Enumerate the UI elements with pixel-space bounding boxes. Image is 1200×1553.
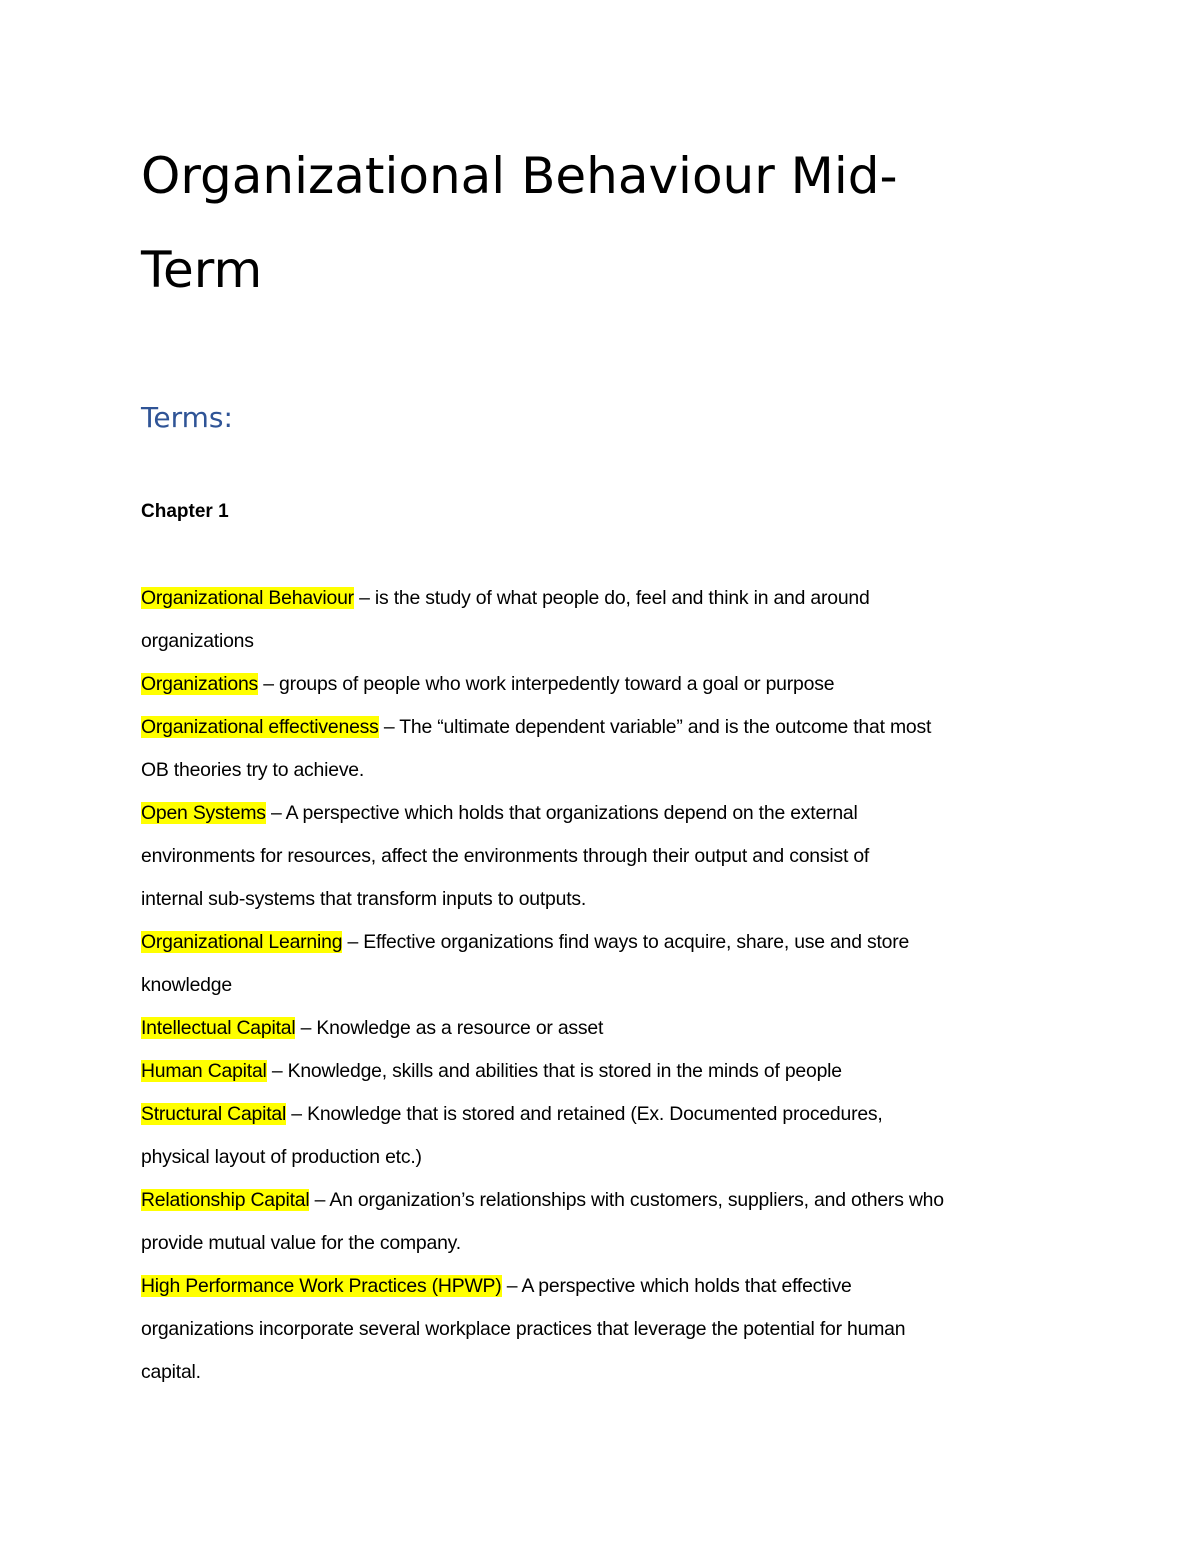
- term-entry-open-systems: [141, 800, 858, 826]
- term-definition: – A perspective which holds that organizations depend on the external: [265, 802, 858, 824]
- highlighted-term: Human Capital: [141, 1060, 267, 1082]
- term-definition: – Knowledge, skills and abilities that is stored in the minds of people: [266, 1060, 842, 1082]
- term-entry-organizational-effectiveness: [141, 714, 931, 740]
- term-definition-continued: organizations incorporate several workplace practices that leverage the potential for human: [141, 1318, 906, 1340]
- term-entry-high-performance-work-practices: [141, 1273, 852, 1299]
- highlighted-term: Organizational Learning: [141, 931, 343, 953]
- term-definition: – is the study of what people do, feel and think in and around: [353, 587, 870, 609]
- highlighted-term: Intellectual Capital: [141, 1017, 296, 1039]
- chapter-heading: Chapter 1: [141, 501, 229, 522]
- highlighted-term: Open Systems: [141, 802, 266, 824]
- term-definition-continued: organizations: [141, 630, 254, 652]
- term-entry-organizational-behaviour: [141, 585, 870, 611]
- term-definition-continued: knowledge: [141, 974, 232, 996]
- term-definition-continued: capital.: [141, 1361, 201, 1383]
- highlighted-term: Structural Capital: [141, 1103, 287, 1125]
- term-definition: – groups of people who work interpedently toward a goal or purpose: [258, 673, 835, 695]
- document-title-line-2: Term: [141, 241, 263, 299]
- highlighted-term: Relationship Capital: [141, 1189, 310, 1211]
- term-definition: – A perspective which holds that effective: [501, 1275, 852, 1297]
- highlighted-term: Organizational Behaviour: [141, 587, 354, 609]
- term-definition-continued: environments for resources, affect the environments through their output and consist of: [141, 845, 870, 867]
- term-entry-structural-capital: [141, 1101, 883, 1127]
- section-heading-terms: Terms:: [141, 401, 233, 434]
- term-definition: – Knowledge as a resource or asset: [295, 1017, 604, 1039]
- highlighted-term: High Performance Work Practices (HPWP): [141, 1275, 502, 1297]
- term-definition-continued: OB theories try to achieve.: [141, 759, 365, 781]
- highlighted-term: Organizational effectiveness: [141, 716, 379, 738]
- term-definition: – The “ultimate dependent variable” and is the outcome that most: [378, 716, 932, 738]
- term-entry-intellectual-capital: [141, 1015, 603, 1041]
- term-definition-continued: provide mutual value for the company.: [141, 1232, 461, 1254]
- term-entry-organizations: [141, 671, 834, 697]
- term-definition: – Knowledge that is stored and retained (Ex. Documented procedures,: [286, 1103, 883, 1125]
- term-definition-continued: internal sub-systems that transform inputs to outputs.: [141, 888, 587, 910]
- term-definition: – An organization’s relationships with customers, suppliers, and others who: [309, 1189, 944, 1211]
- term-definition: – Effective organizations find ways to acquire, share, use and store: [342, 931, 910, 953]
- document-title-line-1: Organizational Behaviour Mid-: [141, 147, 898, 205]
- term-entry-human-capital: [141, 1058, 842, 1084]
- term-entry-relationship-capital: [141, 1187, 944, 1213]
- term-entry-organizational-learning: [141, 929, 909, 955]
- highlighted-term: Organizations: [141, 673, 259, 695]
- term-definition-continued: physical layout of production etc.): [141, 1146, 422, 1168]
